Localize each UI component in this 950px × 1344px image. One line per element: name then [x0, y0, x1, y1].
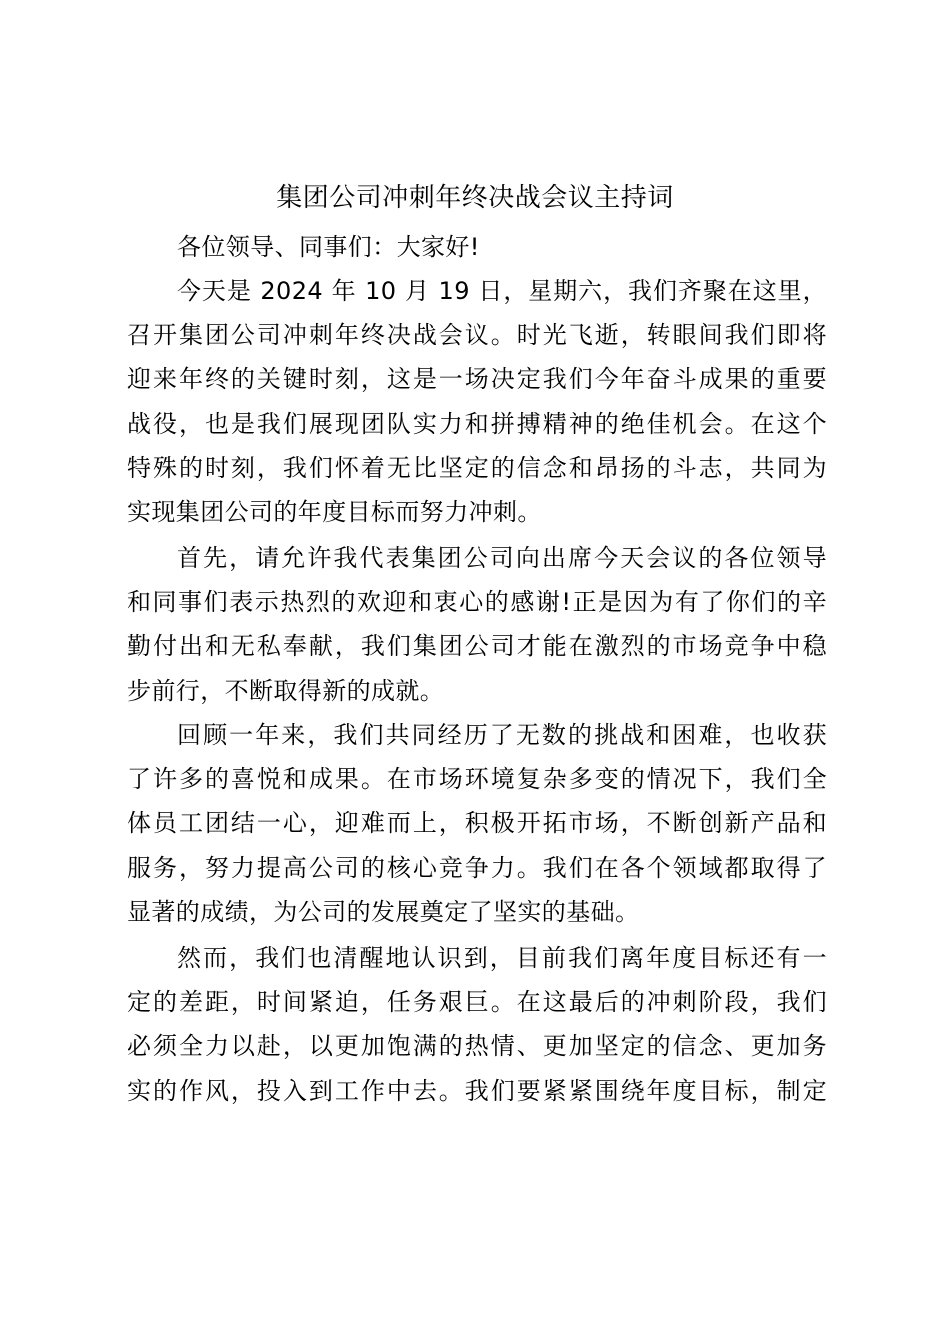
paragraph-3: [127, 713, 827, 934]
paragraph-line: 必须全力以赴，以更加饱满的热情、更加坚定的信念、更加务: [127, 1032, 827, 1061]
document-title: 集团公司冲刺年终决战会议主持词: [276, 183, 674, 213]
paragraph-line: 首先，请允许我代表集团公司向出席今天会议的各位领导: [177, 544, 827, 572]
paragraph-line: 回顾一年来，我们共同经历了无数的挑战和困难，也收获: [177, 721, 827, 749]
paragraph-1: [127, 269, 827, 534]
paragraph-4: [127, 936, 827, 1113]
paragraph-line: 今天是 2024 年 10 月 19 日，星期六，我们齐聚在这里，: [177, 277, 827, 305]
paragraph-line: 迎来年终的关键时刻，这是一场决定我们今年奋斗成果的重要: [127, 365, 827, 394]
paragraph-line: 实的作风，投入到工作中去。我们要紧紧围绕年度目标，制定: [127, 1076, 827, 1105]
paragraph-line: 战役，也是我们展现团队实力和拼搏精神的绝佳机会。在这个: [127, 409, 827, 438]
paragraph-line: 和同事们表示热烈的欢迎和衷心的感谢!正是因为有了你们的辛: [127, 588, 827, 617]
paragraph-line: 体员工团结一心，迎难而上，积极开拓市场，不断创新产品和: [127, 809, 827, 838]
paragraph-line: 勤付出和无私奉献，我们集团公司才能在激烈的市场竞争中稳: [127, 632, 827, 661]
paragraph-line: 步前行，不断取得新的成就。: [127, 676, 445, 705]
paragraph-line: 实现集团公司的年度目标而努力冲刺。: [127, 498, 542, 527]
paragraph-line: 了许多的喜悦和成果。在市场环境复杂多变的情况下，我们全: [127, 765, 827, 794]
paragraph-line: 特殊的时刻，我们怀着无比坚定的信念和昂扬的斗志，共同为: [127, 453, 827, 482]
paragraph-line: 召开集团公司冲刺年终决战会议。时光飞逝，转眼间我们即将: [127, 321, 827, 350]
paragraph-2: [127, 536, 827, 713]
paragraph-line: 显著的成绩，为公司的发展奠定了坚实的基础。: [127, 897, 640, 926]
greeting: 各位领导、同事们：大家好!: [177, 233, 480, 261]
paragraph-line: 服务，努力提高公司的核心竞争力。我们在各个领域都取得了: [127, 853, 827, 882]
paragraph-line: 然而，我们也清醒地认识到，目前我们离年度目标还有一: [177, 944, 827, 972]
paragraph-line: 定的差距，时间紧迫，任务艰巨。在这最后的冲刺阶段，我们: [127, 988, 827, 1017]
